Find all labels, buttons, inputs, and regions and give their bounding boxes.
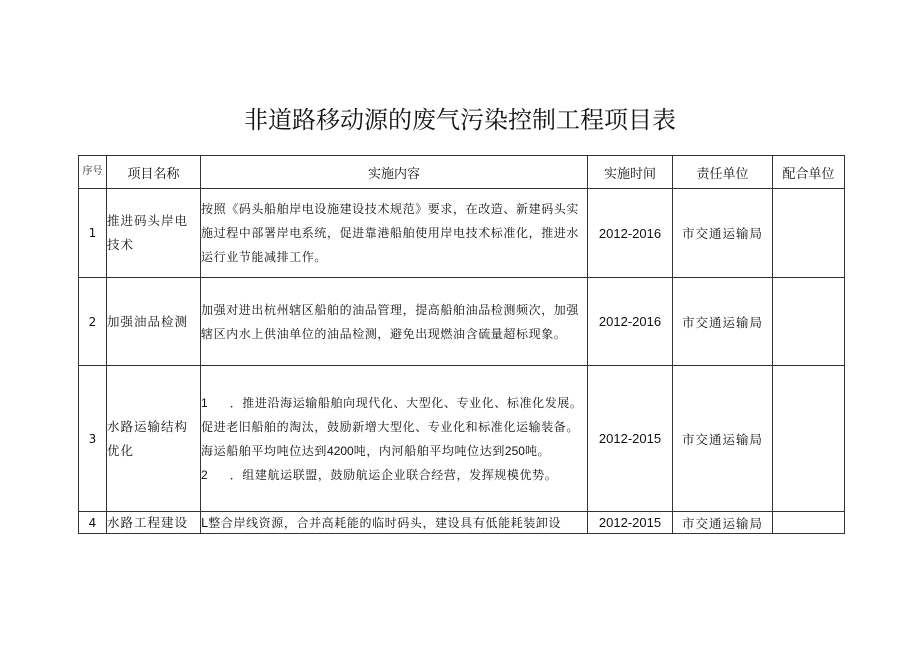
row-content: 加强对进出杭州辖区船舶的油品管理，提高船舶油品检测频次，加强辖区内水上供油单位的油品检测，避免出现燃油含硫量超标现象。	[201, 278, 588, 366]
row-coop	[773, 512, 845, 534]
row-unit: 市交通运输局	[673, 512, 773, 534]
content-item-number: 2	[201, 467, 208, 482]
row-time: 2012-2016	[588, 278, 673, 366]
row-coop	[773, 366, 845, 512]
content-value: 4200	[327, 443, 354, 458]
row-name: 水路运输结构优化	[107, 366, 201, 512]
row-name: 推进码头岸电技术	[107, 189, 201, 278]
row-time: 2012-2015	[588, 512, 673, 534]
header-unit: 责任单位	[673, 156, 773, 189]
header-name: 项目名称	[107, 156, 201, 189]
header-content: 实施内容	[201, 156, 588, 189]
project-table	[78, 155, 845, 534]
content-part: ．推进沿海运输船舶向现代化、大型化、专业化、标准化发展。促进老旧船舶的淘汰，鼓励新增大型化、专业化和标准化运输装备。海运船舶平均吨位达到	[201, 395, 583, 458]
row-unit: 市交通运输局	[673, 278, 773, 366]
row-seq: 4	[79, 512, 107, 534]
content-part: 吨，内河船舶平均吨位达到	[353, 443, 505, 458]
content-value: 250	[504, 443, 525, 458]
header-coop: 配合单位	[773, 156, 845, 189]
row-content: 按照《码头船舶岸电设施建设技术规范》要求，在改造、新建码头实施过程中部署岸电系统，促进靠港船舶使用岸电技术标准化，推进水运行业节能减排工作。	[201, 189, 588, 278]
row-unit: 市交通运输局	[673, 366, 773, 512]
row-time: 2012-2016	[588, 189, 673, 278]
row-seq: 1	[79, 189, 107, 278]
row-coop	[773, 278, 845, 366]
row-name: 水路工程建设	[107, 512, 201, 534]
header-row	[79, 156, 845, 189]
page-title: 非道路移动源的废气污染控制工程项目表	[244, 106, 676, 134]
header-time: 实施时间	[588, 156, 673, 189]
row-content: L整合岸线资源，合并高耗能的临时码头，建设具有低能耗装卸设	[201, 512, 588, 534]
content-part: 吨。	[524, 443, 551, 458]
row-seq: 3	[79, 366, 107, 512]
row-seq: 2	[79, 278, 107, 366]
table-row	[79, 189, 845, 278]
content-item-number: 1	[201, 395, 208, 410]
content-part: ．组建航运联盟，鼓励航运企业联合经营，发挥规模优势。	[229, 467, 558, 482]
table-row	[79, 278, 845, 366]
row-coop	[773, 189, 845, 278]
table-row	[79, 512, 845, 534]
table-row	[79, 366, 845, 512]
row-content	[201, 366, 588, 512]
row-time: 2012-2015	[588, 366, 673, 512]
row-name: 加强油品检测	[107, 278, 201, 366]
header-seq: 序号	[79, 156, 107, 189]
row-unit: 市交通运输局	[673, 189, 773, 278]
